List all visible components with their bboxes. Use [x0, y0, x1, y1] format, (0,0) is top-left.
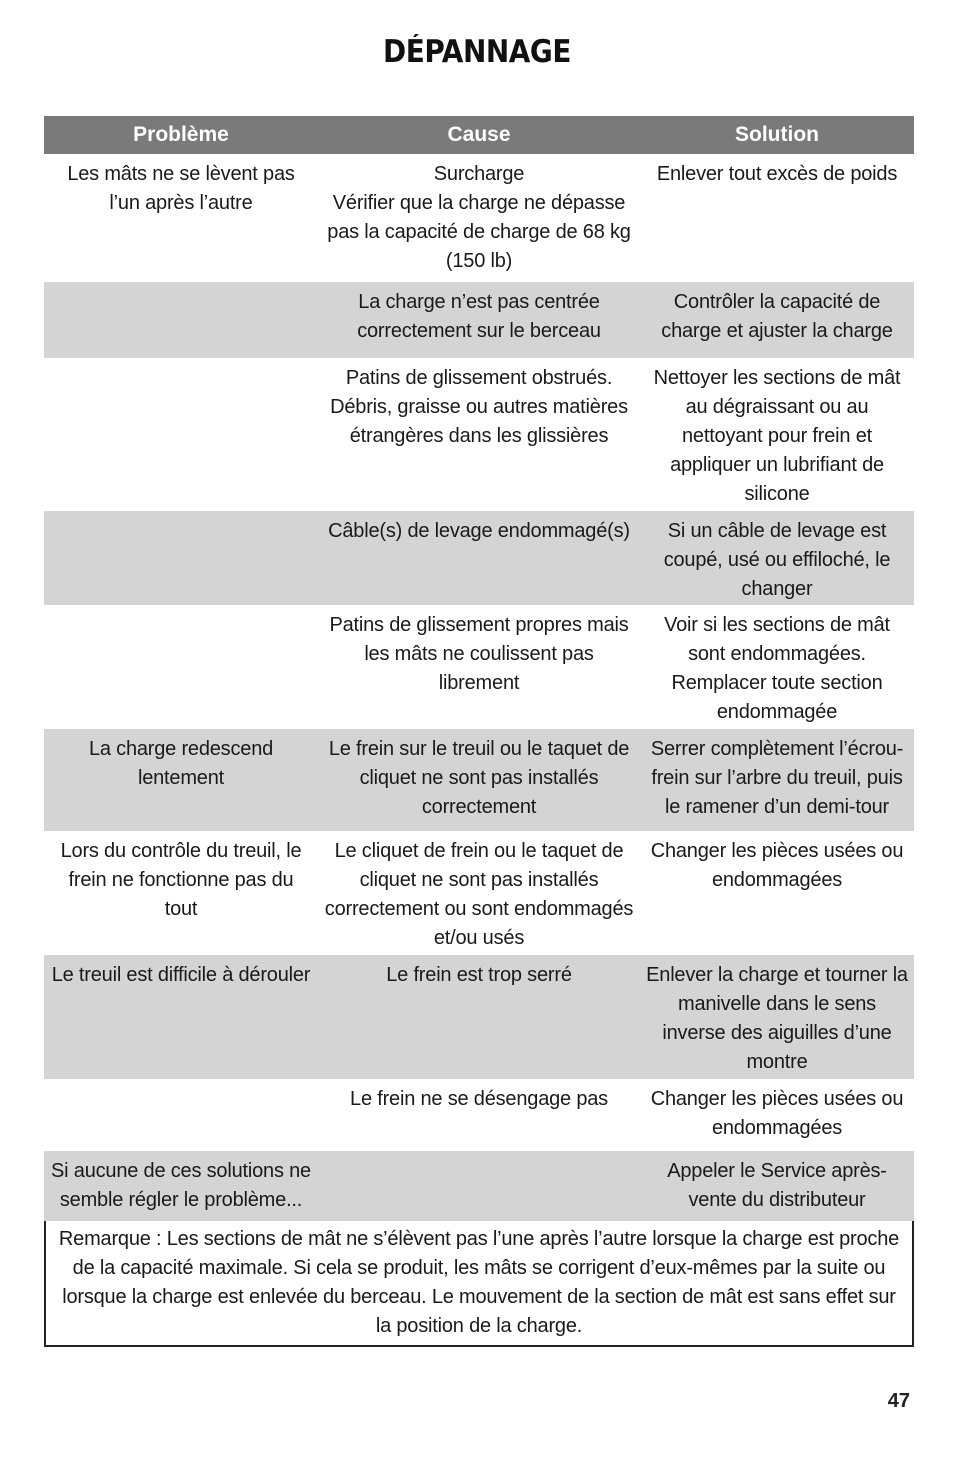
cell-cause: Patins de glissement obstrués. Débris, graisse ou autres matières étrangères dans les glissières	[330, 367, 628, 447]
table-row	[44, 729, 914, 831]
cell-solution: Nettoyer les sections de mât au dégraissant ou au nettoyant pour frein et appliquer un lubrifiant de silicone	[653, 367, 901, 505]
troubleshooting-table	[44, 116, 914, 1347]
cell-cause: Le frein sur le treuil ou le taquet de cliquet ne sont pas installés correctement	[328, 738, 630, 818]
cell-problem: La charge redescend lentement	[88, 738, 274, 789]
cell-problem	[44, 511, 318, 605]
table-row	[44, 831, 914, 955]
cell-solution: Changer les pièces usées ou endommagées	[650, 1088, 904, 1139]
cell-cause: Le frein ne se désengage pas	[350, 1088, 608, 1110]
cell-cause: Patins de glissement propres mais les mâts ne coulissent pas librement	[329, 614, 629, 694]
cell-cause: Câble(s) de levage endommagé(s)	[328, 520, 630, 542]
table-row	[44, 1151, 914, 1221]
remark-note: Remarque : Les sections de mât ne s’élèvent pas l’une après l’autre lorsque la charge est proche de la capacité maximale. Si cela se produit, les mâts se corrigent d’eux-mêmes par la suite ou lorsque la charge est enlevée du berceau. Le mouvement de la section de mât est sans effet sur la position de la charge.	[44, 1221, 914, 1347]
header-problem: Problème	[133, 123, 229, 146]
cell-cause: Surcharge Vérifier que la charge ne dépasse pas la capacité de charge de 68 kg (150 lb)	[327, 163, 631, 272]
header-solution: Solution	[735, 123, 819, 146]
page-title: DÉPANNAGE	[383, 34, 571, 70]
table-row	[44, 955, 914, 1079]
cell-problem: Lors du contrôle du treuil, le frein ne fonctionne pas du tout	[60, 840, 302, 920]
cell-solution: Enlever la charge et tourner la manivelle dans le sens inverse des aiguilles d’une montre	[646, 964, 908, 1073]
cell-problem: Les mâts ne se lèvent pas l’un après l’autre	[67, 163, 295, 214]
cell-cause: Le cliquet de frein ou le taquet de cliquet ne sont pas installés correctement ou sont endommagés et/ou usés	[324, 840, 634, 949]
cell-problem: Le treuil est difficile à dérouler	[51, 964, 311, 986]
table-row	[44, 282, 914, 358]
cell-problem	[44, 1079, 318, 1151]
cell-problem	[44, 358, 318, 511]
cell-solution: Changer les pièces usées ou endommagées	[650, 840, 904, 891]
cell-problem	[44, 605, 318, 729]
table-row	[44, 154, 914, 282]
table-row	[44, 605, 914, 729]
cell-cause	[318, 1151, 640, 1221]
table-header	[44, 116, 914, 154]
cell-cause: Le frein est trop serré	[386, 964, 572, 986]
header-cause: Cause	[447, 123, 511, 146]
table-row	[44, 511, 914, 605]
cell-problem: Si aucune de ces solutions ne semble régler le problème...	[51, 1160, 311, 1211]
cell-cause: La charge n’est pas centrée correctement sur le berceau	[357, 291, 601, 342]
cell-problem	[44, 282, 318, 358]
cell-solution: Enlever tout excès de poids	[656, 163, 898, 185]
cell-solution: Voir si les sections de mât sont endommagées. Remplacer toute section endommagée	[664, 614, 890, 723]
page-number: 47	[887, 1390, 910, 1412]
cell-solution: Si un câble de levage est coupé, usé ou effiloché, le changer	[663, 520, 891, 600]
table-row	[44, 358, 914, 511]
cell-solution: Appeler le Service après-vente du distributeur	[667, 1160, 887, 1211]
cell-solution: Serrer complètement l’écrou-frein sur l’arbre du treuil, puis le ramener d’un demi-tour	[650, 738, 904, 818]
table-row	[44, 1079, 914, 1151]
cell-solution: Contrôler la capacité de charge et ajuster la charge	[661, 291, 893, 342]
